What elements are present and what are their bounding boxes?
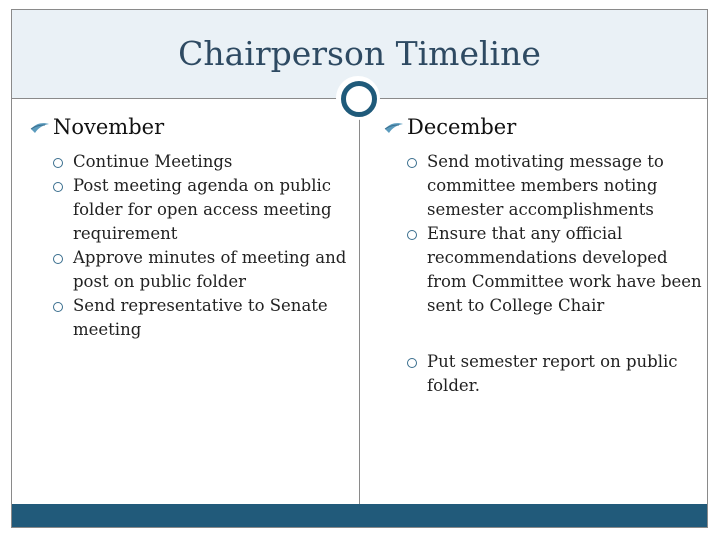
list-item-text: Send motivating message to committee members noting semester accomplishments [427, 152, 664, 219]
swoosh-bullet-icon [30, 120, 50, 134]
swoosh-bullet-icon [384, 120, 404, 134]
november-column [30, 112, 350, 342]
ring-bullet-icon [407, 358, 417, 368]
slide-title: Chairperson Timeline [178, 34, 541, 73]
list-spacer [384, 318, 704, 350]
list-item [30, 294, 350, 342]
list-item-text: Send representative to Senate meeting [73, 296, 328, 339]
ring-bullet-icon [53, 158, 63, 168]
ring-bullet-icon [407, 230, 417, 240]
list-item [30, 174, 350, 246]
list-item [384, 350, 704, 398]
list-item-text: Put semester report on public folder. [427, 352, 678, 395]
list-item-text: Post meeting agenda on public folder for open access meeting requirement [73, 176, 332, 243]
ring-bullet-icon [407, 158, 417, 168]
list-item [384, 222, 704, 318]
column-divider [359, 118, 360, 504]
list-item [384, 150, 704, 222]
list-item-text: Approve minutes of meeting and post on public folder [73, 248, 347, 291]
ring-bullet-icon [53, 182, 63, 192]
ring-bullet-icon [53, 302, 63, 312]
list-item [30, 150, 350, 174]
ring-bullet-icon [53, 254, 63, 264]
december-column [384, 112, 704, 398]
december-heading [384, 112, 704, 142]
december-list [384, 150, 704, 398]
november-heading [30, 112, 350, 142]
list-item-text: Ensure that any official recommendations developed from Committee work have been sent to College Chair [427, 224, 702, 315]
november-list [30, 150, 350, 342]
december-heading-label: December [407, 115, 517, 139]
footer-bar [12, 504, 707, 527]
list-item [30, 246, 350, 294]
november-heading-label: November [53, 115, 165, 139]
list-item-text: Continue Meetings [73, 152, 233, 171]
